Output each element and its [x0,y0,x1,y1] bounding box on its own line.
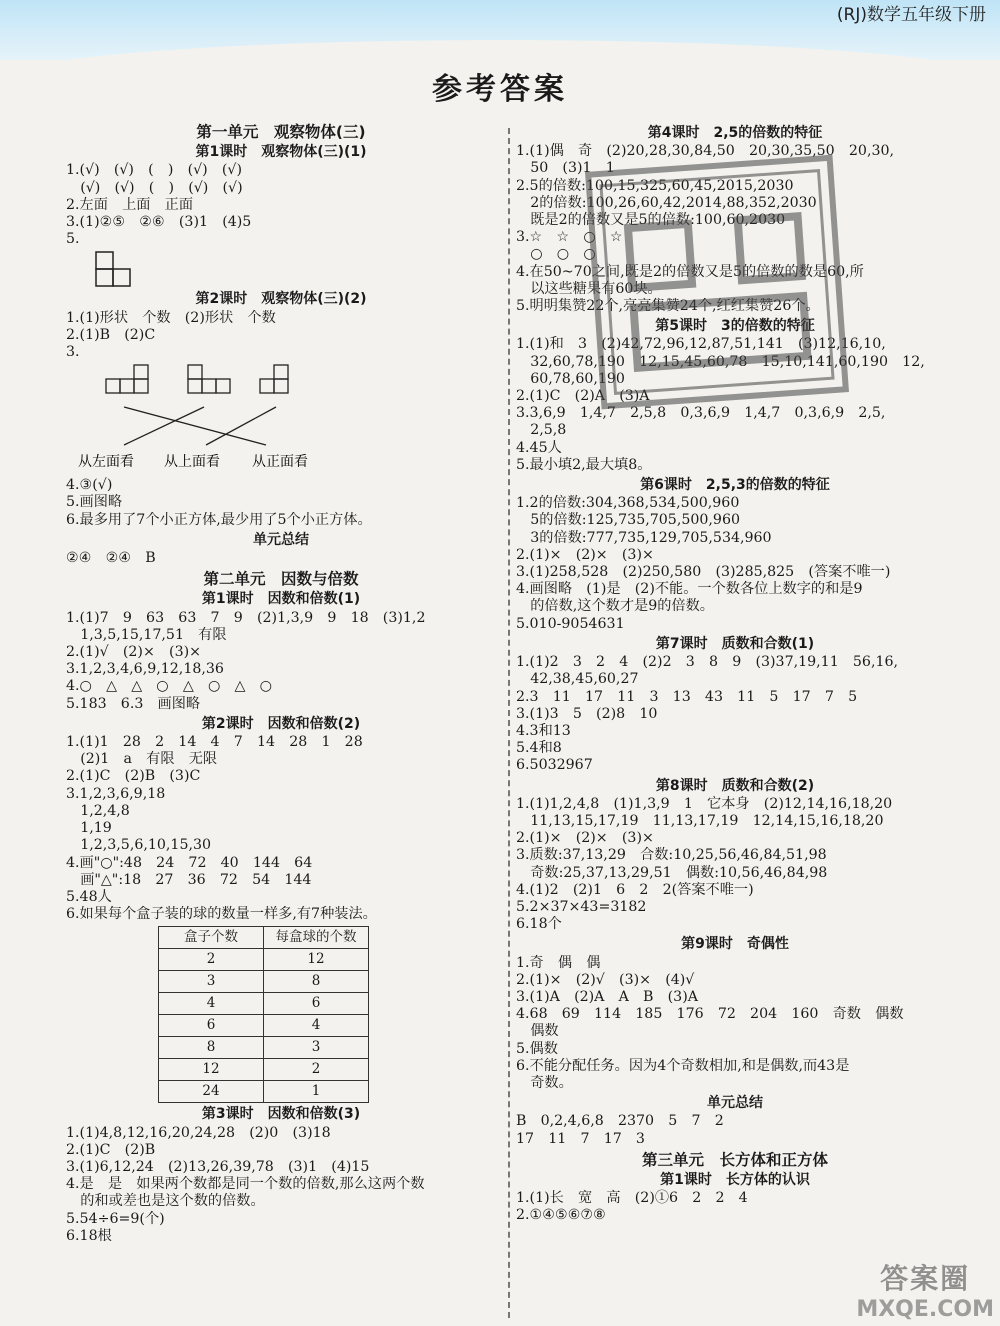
table-header: 每盒球的个数 [264,927,369,949]
answer-line: 5的倍数:125,735,705,500,960 [516,512,740,529]
views-figure [76,363,336,475]
answer-line: 2.(1)× (2)× (3)× [516,830,654,847]
answer-line: 4.画图略 (1)是 (2)不能。一个数各位上数字的和是9 [516,581,863,598]
answer-line: 2.3 11 17 11 3 13 43 11 5 17 7 5 [516,688,858,705]
answer-block [516,1190,954,1224]
answer-block [66,734,496,923]
table-cell: 6 [264,993,369,1015]
answer-block [516,1113,954,1147]
view-label-top: 从上面看 [164,454,220,471]
lesson-heading: 第1课时 因数和倍数(1) [201,591,361,608]
box-table [158,926,369,1103]
answer-line: 奇数:25,37,13,29,51 偶数:10,56,46,84,98 [516,864,828,881]
answer-line: 6.18根 [66,1227,112,1244]
answer-line: 偶数 [516,1023,559,1040]
answer-line: 3.☆ ☆ ○ ☆ [516,229,623,246]
table-cell: 24 [159,1081,264,1103]
answer-line: 32,60,78,190 12,15,45,60,78 15,10,141,60,190 12, [516,353,925,370]
answer-line: 3.(1)3 5 (2)8 10 [516,705,658,722]
answer-line: 5.偶数 [516,1040,558,1057]
view-label-front: 从正面看 [252,454,308,471]
watermark-line2: MXQE.COM [856,1297,994,1322]
answer-line: 的倍数,这个数才是9的倍数。 [516,598,714,615]
answer-line: 3.(1)A (2)A A B (3)A [516,988,698,1005]
answer-block [66,477,496,529]
column-divider [508,128,510,1318]
table-cell: 1 [264,1081,369,1103]
table-cell: 3 [159,971,264,993]
summary-heading: 单元总结 [253,531,309,548]
answer-line: 2.左面 上面 正面 [66,196,194,213]
answer-line: 2.(1)C (2)B (3)C [66,768,201,785]
answer-line: 5. [66,231,80,248]
answer-line: 4.是 是 如果两个数都是同一个数的倍数,那么这两个数 [66,1176,425,1193]
table-row [159,949,369,971]
answer-line: 11,13,15,17,19 11,13,17,19 12,14,15,16,18,20 [516,812,884,829]
answer-line: 1.(1)和 3 (2)42,72,96,12,87,51,141 (3)12,16,10, [516,336,886,353]
lesson-heading: 第5课时 3的倍数的特征 [655,318,815,335]
table-cell: 6 [159,1015,264,1037]
answer-line: 2.5的倍数:100,15,325,60,45,2015,2030 [516,177,794,194]
answer-line: 1.(1)7 9 63 63 7 9 (2)1,3,9 9 18 (3)1,2 [66,609,426,626]
table-row [159,971,369,993]
answer-line: 5.183 6.3 画图略 [66,695,201,712]
answer-line: 5.48人 [66,888,112,905]
answer-line: B 0,2,4,6,8 2370 5 7 2 [516,1113,724,1130]
answer-line: 4.3和13 [516,722,571,739]
answer-line: 2,5,8 [516,422,567,439]
answer-line: 50 (3)1 1 [516,160,615,177]
table-cell: 4 [264,1015,369,1037]
answer-line: ○ ○ ○ [516,246,596,263]
answer-line: ②④ ②④ B [66,550,156,567]
answer-line: 1.2的倍数:304,368,534,500,960 [516,495,740,512]
lesson-heading: 第2课时 因数和倍数(2) [201,715,361,732]
answer-line: 1.(1)长 宽 高 (2)①6 2 2 4 [516,1190,748,1207]
unit-heading: 第二单元 因数与倍数 [203,570,359,589]
answer-line: 1.(1)1 28 2 14 4 7 14 28 1 28 [66,734,363,751]
answer-line: 1,19 [66,820,112,837]
answer-line: 3.1,2,3,4,6,9,12,18,36 [66,661,224,678]
answer-line: 6.18个 [516,916,562,933]
answer-block [66,162,496,248]
answer-line: 2.(1)√ (2)× (3)× [66,644,202,661]
answer-line: 3.质数:37,13,29 合数:10,25,56,46,84,51,98 [516,847,827,864]
banner-wave [0,40,1000,60]
lesson-heading: 第7课时 质数和合数(1) [655,635,815,652]
table-row [159,1059,369,1081]
answer-block [516,143,954,315]
lesson-heading: 第2课时 观察物体(三)(2) [195,291,367,308]
table-cell: 12 [159,1059,264,1081]
answer-line: 1.(1)形状 个数 (2)形状 个数 [66,309,276,326]
lesson-heading: 第6课时 2,5,3的倍数的特征 [640,477,830,494]
answer-line: 2.(1)B (2)C [66,326,156,343]
answer-line: 5.010-9054631 [516,615,625,632]
answer-line: 以这些糖果有60块。 [516,280,662,297]
answer-line: 1,3,5,15,17,51 有限 [66,626,227,643]
answer-block [516,495,954,633]
answer-line: 1.(1)1,2,4,8 (1)1,3,9 1 它本身 (2)12,14,16,18,20 [516,795,893,812]
answer-line: 3.(1)②⑤ ②⑥ (3)1 (4)5 [66,214,252,231]
answer-line: (√) (√) ( ) (√) (√) [66,179,243,196]
answer-line: 5.明明集赞22个,亮亮集赞24个,红红集赞26个。 [516,298,820,315]
answer-line: 6.不能分配任务。因为4个奇数相加,和是偶数,而43是 [516,1057,850,1074]
answer-line: 42,38,45,60,27 [516,671,639,688]
lesson-heading: 第1课时 长方体的认识 [660,1171,810,1188]
view-label-left: 从左面看 [78,454,134,471]
answer-line: 4.45人 [516,439,562,456]
answer-line: 1.奇 偶 偶 [516,954,601,971]
answer-line: 3.3,6,9 1,4,7 2,5,8 0,3,6,9 1,4,7 0,3,6,9 2,5, [516,405,886,422]
answer-block [516,336,954,474]
answer-line: 1,2,3,5,6,10,15,30 [66,837,212,854]
answer-line: 2.(1)C (2)A (3)A [516,388,650,405]
lesson-heading: 第1课时 观察物体(三)(1) [195,144,367,161]
answer-line: 1.(1)偶 奇 (2)20,28,30,84,50 20,30,35,50 20,30, [516,143,895,160]
answer-line: 60,78,60,190 [516,370,625,387]
unit-heading: 第三单元 长方体和正方体 [641,1150,828,1169]
answer-line: 既是2的倍数又是5的倍数:100,60,2030 [516,212,786,229]
lesson-heading: 第4课时 2,5的倍数的特征 [647,125,823,141]
answer-block [516,796,954,934]
answer-line: 4.画"○":48 24 72 40 144 64 [66,854,313,871]
answer-line: 5.54÷6=9(个) [66,1210,165,1227]
answer-line: 4.在50~70之间,既是2的倍数又是5的倍数的数是60,所 [516,263,864,280]
answer-line: 2.(1)× (2)× (3)× [516,546,654,563]
answer-line: 6.最多用了7个小正方体,最少用了5个小正方体。 [66,511,372,528]
answer-line: 5.最小填2,最大填8。 [516,456,652,473]
answer-block [516,654,954,774]
watermark [856,1257,994,1322]
table-cell: 4 [159,993,264,1015]
page-title: 参考答案 [432,72,568,107]
answer-block [66,610,496,713]
answer-line: 5.4和8 [516,740,562,757]
answer-block [66,1125,496,1245]
table-cell: 12 [264,949,369,971]
table-cell: 2 [264,1059,369,1081]
answer-line: 2.(1)C (2)B [66,1141,156,1158]
answer-line: 4.○ △ △ ○ △ ○ △ ○ [66,678,273,695]
unit-heading: 第一单元 观察物体(三) [196,123,366,141]
answer-block [516,955,954,1093]
table-cell: 3 [264,1037,369,1059]
answer-line: 1.(√) (√) ( ) (√) (√) [66,162,242,179]
answer-line: (2)1 a 有限 无限 [66,751,218,768]
square-figure [92,250,152,288]
answer-line: 3. [66,344,80,361]
answer-line: 6.5032967 [516,757,593,774]
answer-line: 奇数。 [516,1074,573,1091]
answer-line: 2.(1)× (2)√ (3)× (4)√ [516,971,695,988]
summary-heading: 单元总结 [707,1095,763,1112]
table-header: 盒子个数 [159,927,264,949]
right-column [516,122,954,1225]
answer-block [66,310,496,362]
table-row [159,1037,369,1059]
lesson-heading: 第9课时 奇偶性 [681,936,789,953]
answer-line: 1.(1)2 3 2 4 (2)2 3 8 9 (3)37,19,11 56,16, [516,654,899,671]
answer-line: 3.(1)258,528 (2)250,580 (3)285,825 (答案不唯一) [516,564,891,581]
table-cell: 2 [159,949,264,971]
answer-line: 17 11 7 17 3 [516,1130,645,1147]
table-row [159,1081,369,1103]
answer-block [66,550,496,567]
answer-line: 6.如果每个盒子装的球的数量一样多,有7种装法。 [66,906,377,923]
lesson-heading: 第3课时 因数和倍数(3) [201,1106,361,1123]
answer-line: 2的倍数:100,26,60,42,2014,88,352,2030 [516,194,817,211]
table-cell: 8 [264,971,369,993]
left-column [66,120,496,1245]
answer-line: 4.68 69 114 185 176 72 204 160 奇数 偶数 [516,1006,904,1023]
answer-line: 3的倍数:777,735,129,705,534,960 [516,529,772,546]
answer-line: 画"△":18 27 36 72 54 144 [66,871,312,888]
answer-line: 2.①④⑤⑥⑦⑧ [516,1207,606,1224]
lesson-heading: 第8课时 质数和合数(2) [655,777,815,794]
answer-line: 1,2,4,8 [66,802,130,819]
answer-line: 5.2×37×43=3182 [516,898,647,915]
table-cell: 8 [159,1037,264,1059]
answer-line: 4.(1)2 (2)1 6 2 2(答案不唯一) [516,881,754,898]
answer-line: 5.画图略 [66,494,123,511]
answer-line: 4.③(√) [66,477,113,494]
watermark-line1: 答案圈 [880,1262,971,1295]
table-row [159,993,369,1015]
answer-line: 3.1,2,3,6,9,18 [66,785,166,802]
answer-line: 3.(1)6,12,24 (2)13,26,39,78 (3)1 (4)15 [66,1158,370,1175]
book-tag: (RJ)数学五年级下册 [836,5,986,25]
answer-line: 的和或差也是这个数的倍数。 [66,1193,265,1210]
table-row [159,1015,369,1037]
answer-line: 1.(1)4,8,12,16,20,24,28 (2)0 (3)18 [66,1124,331,1141]
